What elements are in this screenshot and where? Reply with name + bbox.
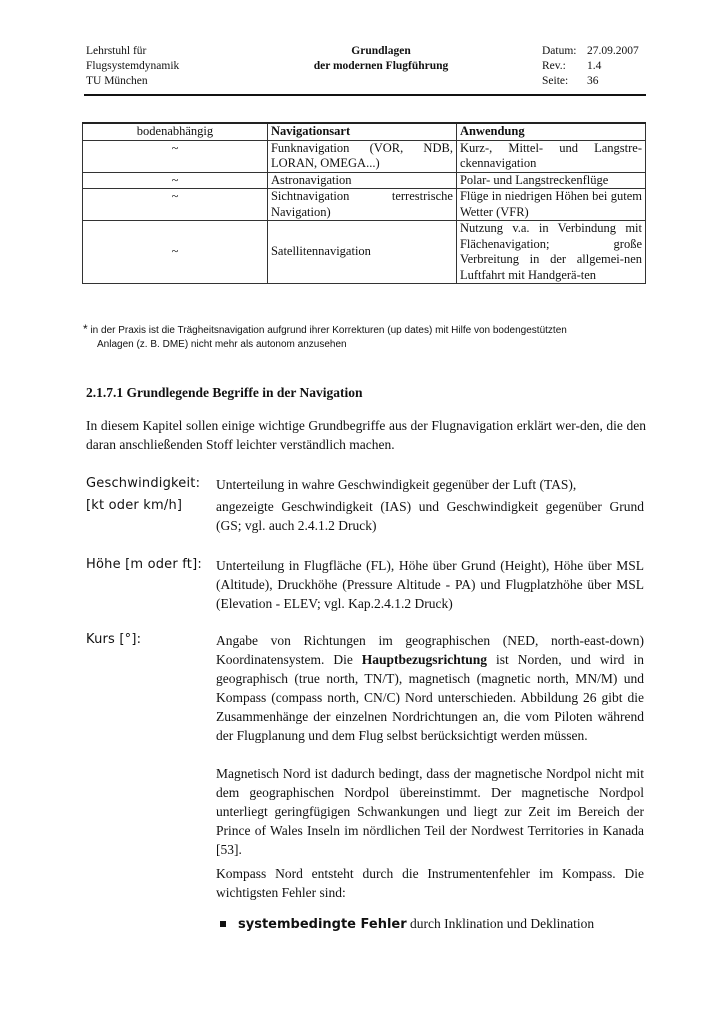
footnote-marker: * [83, 322, 88, 336]
table-footnote [83, 322, 649, 352]
page-header [86, 44, 646, 92]
footnote-line: in der Praxis ist die Trägheitsnavigation aufgrund ihrer Korrekturen (up dates) mit Hilfe von bodengestützten [90, 325, 567, 336]
term-height-definition: Unterteilung in Flugfläche (FL), Höhe über Grund (Height), Höhe über MSL (Altitude), Druckhöhe (Pressure Altitude - PA) und Flugplatzhöhe über MSL (Elevation - ELEV; vgl. Kap.2.4.1.2 Druck) [216, 558, 644, 611]
term-speed-unit: [kt oder km/h] [86, 498, 183, 513]
emphasis-main-reference: Hauptbezugsrichtung [361, 652, 488, 667]
header-title: Grundlagen der modernen Flugführung [313, 45, 449, 72]
table-row [83, 140, 646, 172]
table-cell: Polar- und Langstreckenflüge [456, 172, 645, 189]
list-item: systembedingte Fehler durch Inklination und Deklination [216, 916, 594, 932]
header-meta [542, 44, 652, 89]
term-course-definition: Angabe von Richtungen im geographischen (NED, north-east-down) Koordinatensystem. Die Hauptbezugsrichtung ist Norden, und wird in geographisch (true north, TN/T), magnetisch (magnetic north, MN/M) und Kompass (compass north, CN/C) Nord unterschieden. Abbildung 26 gibt die Zusammenhänge der einzelnen Nordrichtungen an, die vom Piloten während der Flugplanung und dem Flug selbst berücksichtigt werden müssen. [216, 633, 644, 743]
navigation-table [82, 122, 646, 284]
header-divider [84, 94, 646, 96]
table-header-row [83, 123, 646, 140]
table-cell: Funknavigation (VOR, NDB, LORAN, OMEGA...) [267, 140, 456, 172]
table-row [83, 221, 646, 284]
table-cell: ~ [83, 189, 268, 221]
section-heading: 2.1.7.1 Grundlegende Begriffe in der Navigation [86, 385, 363, 400]
header-revision: Rev.: 1.4 [542, 60, 602, 72]
header-page-number: Seite: 36 [542, 75, 599, 87]
term-speed-definition-2: angezeigte Geschwindigkeit (IAS) und Geschwindigkeit gegenüber Grund (GS; vgl. auch 2.4.1.2 Druck) [216, 499, 644, 533]
table-header-cell: Anwendung [456, 123, 645, 140]
table-cell: Kurz-, Mittel- und Langstre-ckennavigation [456, 140, 645, 172]
table-cell: Satellitennavigation [267, 221, 456, 284]
bullet-square-icon [220, 921, 226, 927]
term-speed-label: Geschwindigkeit: [86, 476, 201, 491]
term-course-label: Kurs [°]: [86, 632, 142, 647]
table-cell: Astronavigation [267, 172, 456, 189]
table-row [83, 172, 646, 189]
compass-north-paragraph: Kompass Nord entsteht durch die Instrumentenfehler im Kompass. Die wichtigsten Fehler sind: [216, 866, 644, 900]
table-row [83, 189, 646, 221]
table-header-cell: Navigationsart [267, 123, 456, 140]
intro-paragraph: In diesem Kapitel sollen einige wichtige Grundbegriffe aus der Flugnavigation erklärt wer-den, die den daran anschließenden Stoff leichter verständlich machen. [86, 418, 646, 452]
table-cell: Flüge in niedrigen Höhen bei gutem Wetter (VFR) [456, 189, 645, 221]
term-speed-definition-1: Unterteilung in wahre Geschwindigkeit gegenüber der Luft (TAS), [216, 477, 577, 492]
header-institution: Lehrstuhl für Flugsystemdynamik TU München [86, 45, 180, 87]
table-cell: ~ [83, 172, 268, 189]
table-cell: Nutzung v.a. in Verbindung mit Flächenavigation; große Verbreitung in der allgemei-nen Luftfahrt mit Handgerä-ten [456, 221, 645, 284]
term-height-label: Höhe [m oder ft]: [86, 557, 202, 572]
table-cell: ~ [83, 140, 268, 172]
table-cell: ~ [83, 221, 268, 284]
footnote-line: Anlagen (z. B. DME) nicht mehr als autonom anzusehen [97, 339, 347, 350]
table-cell: Sichtnavigation terrestrische Navigation) [267, 189, 456, 221]
magnetic-north-paragraph: Magnetisch Nord ist dadurch bedingt, dass der magnetische Nordpol nicht mit dem geographischen Nordpol übereinstimmt. Der magnetische Nordpol unterliegt geringfügigen Schwankungen und liegt zur Zeit im Bereich der Prince of Wales Inseln im nördlichen Teil der Nordwest Territories in Kanada [53]. [216, 766, 644, 857]
header-date: Datum: 27.09.2007 [542, 45, 639, 57]
table-header-cell: bodenabhängig [83, 123, 268, 140]
